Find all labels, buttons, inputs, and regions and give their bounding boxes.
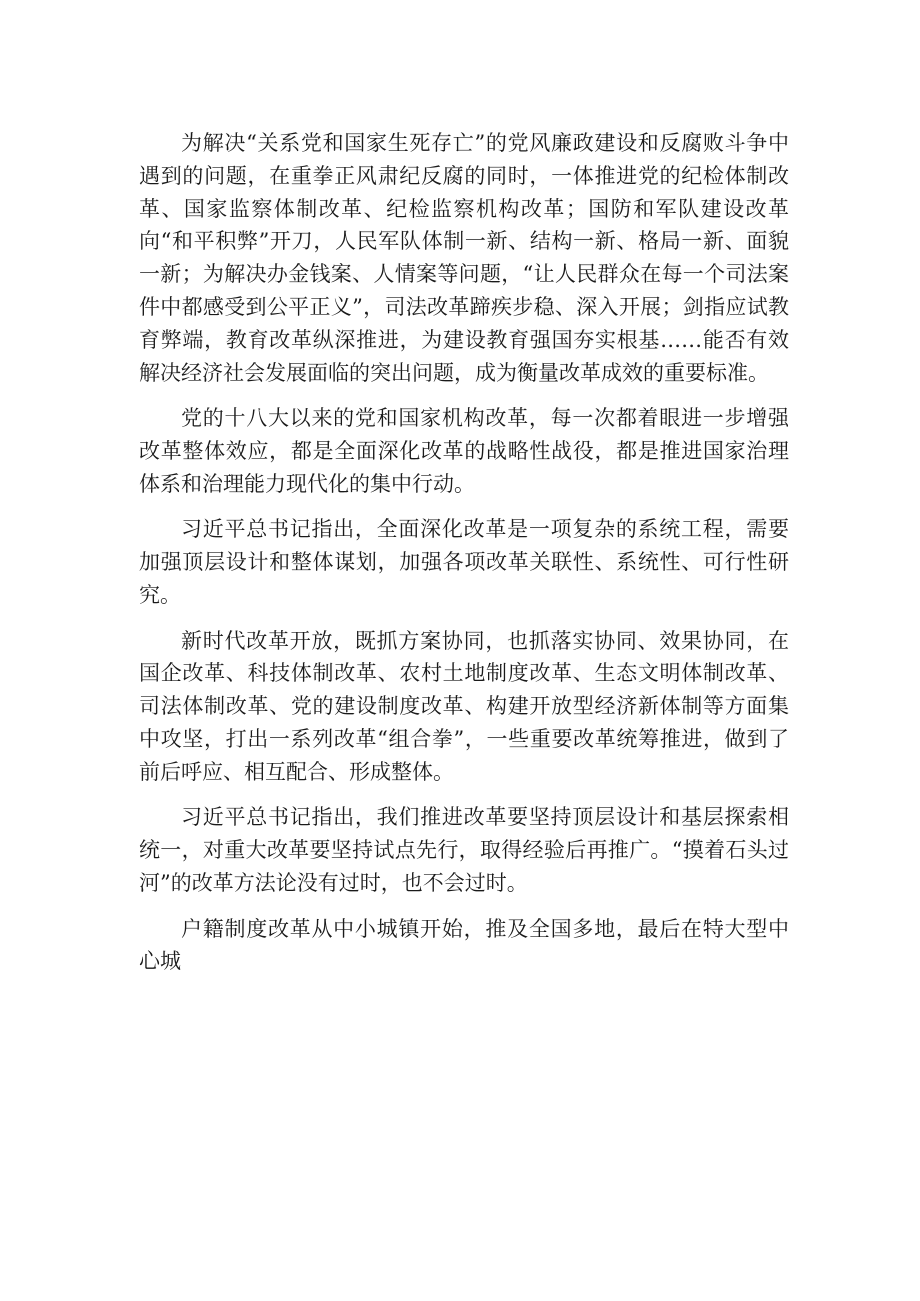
paragraph-6: 户籍制度改革从中小城镇开始，推及全国多地，最后在特大型中心城 — [139, 916, 789, 974]
paragraph-3: 习近平总书记指出，全面深化改革是一项复杂的系统工程，需要加强顶层设计和整体谋划，加强各项改革关联性、系统性、可行性研究。 — [139, 517, 789, 607]
document-body — [139, 127, 789, 978]
paragraph-5: 习近平总书记指出，我们推进改革要坚持顶层设计和基层探索相统一，对重大改革要坚持试点先行，取得经验后再推广。“摸着石头过河”的改革方法论没有过时，也不会过时。 — [139, 805, 789, 895]
paragraph-2: 党的十八大以来的党和国家机构改革，每一次都着眼进一步增强改革整体效应，都是全面深化改革的战略性战役，都是推进国家治理体系和治理能力现代化的集中行动。 — [139, 406, 789, 496]
paragraph-1: 为解决“关系党和国家生死存亡”的党风廉政建设和反腐败斗争中遇到的问题，在重拳正风肃纪反腐的同时，一体推进党的纪检体制改革、国家监察体制改革、纪检监察机构改革；国防和军队建设改革向“和平积弊”开刀，人民军队体制一新、结构一新、格局一新、面貌一新；为解决办金钱案、人情案等问题，“让人民群众在每一个司法案件中都感受到公平正义”，司法改革蹄疾步稳、深入开展；剑指应试教育弊端，教育改革纵深推进，为建设教育强国夯实根基……能否有效解决经济社会发展面临的突出问题，成为衡量改革成效的重要标准。 — [139, 131, 789, 385]
paragraph-4: 新时代改革开放，既抓方案协同，也抓落实协同、效果协同，在国企改革、科技体制改革、农村土地制度改革、生态文明体制改革、司法体制改革、党的建设制度改革、构建开放型经济新体制等方面集中攻坚，打出一系列改革“组合拳”，一些重要改革统筹推进，做到了前后呼应、相互配合、形成整体。 — [139, 628, 789, 784]
